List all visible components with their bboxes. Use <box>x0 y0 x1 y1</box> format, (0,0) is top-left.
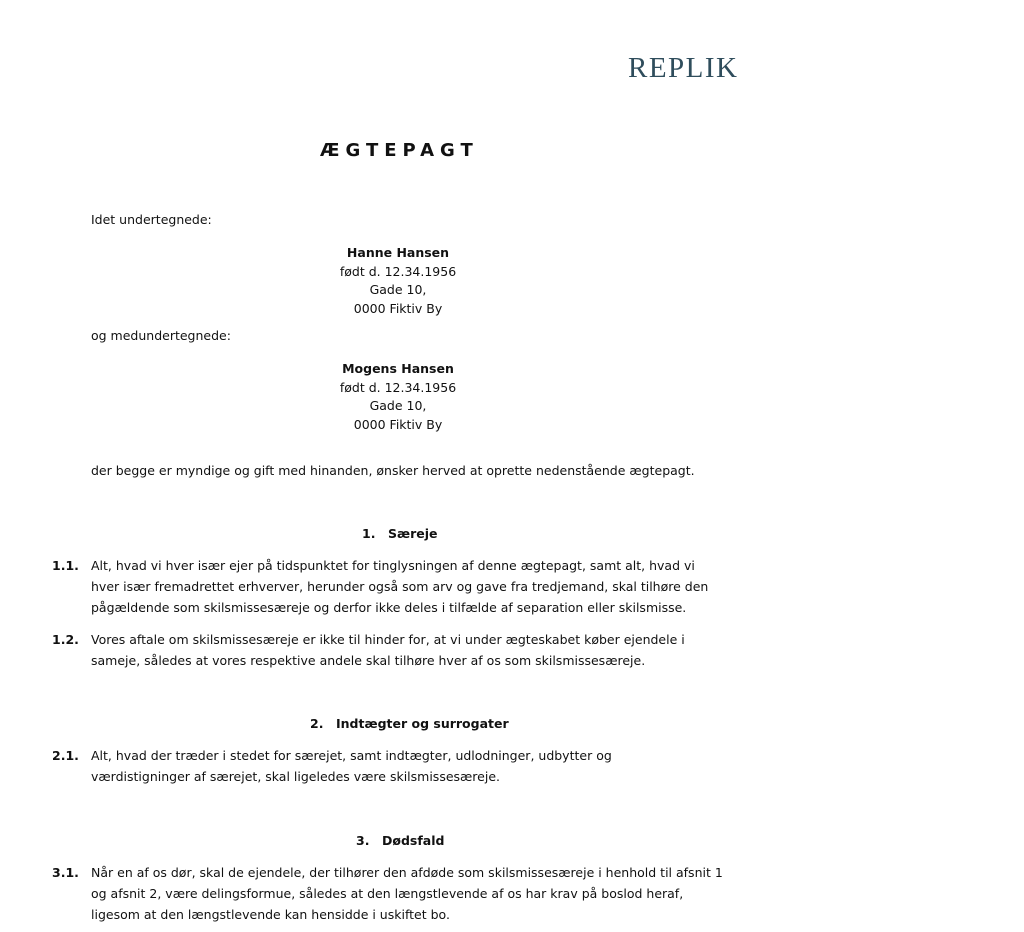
party-street: Gade 10, <box>369 282 427 297</box>
brand-logo: REPLIK <box>628 52 739 84</box>
clause-number: 1.2. <box>52 632 79 647</box>
document-title: ÆGTEPAGT <box>320 140 479 161</box>
party-name: Hanne Hansen <box>346 245 450 260</box>
party-name: Mogens Hansen <box>342 361 454 376</box>
party-block-2 <box>298 360 498 434</box>
section-heading-3 <box>356 833 444 848</box>
clause-text: Vores aftale om skilsmissesæreje er ikke til hinder for, at vi under ægteskabet køber ejendele i sameje, således at vores respektive andele skal tilhøre hver af os som skilsmissesæreje. <box>91 632 685 668</box>
section-title: Indtægter og surrogater <box>336 716 509 731</box>
co-signer-label: og medundertegnede: <box>91 328 231 343</box>
clause-number: 2.1. <box>52 748 79 763</box>
clause-text: Alt, hvad vi hver især ejer på tidspunktet for tinglysningen af denne ægtepagt, samt alt, hvad vi hver især fremadrettet erhverver, herunder også som arv og gave fra tredjemand, skal tilhøre den pågældende som skilsmissesæreje og derfor ikke deles i tilfælde af separation eller skilsmisse. <box>91 558 709 615</box>
party-birthdate: født d. 12.34.1956 <box>339 263 457 279</box>
statement-paragraph: der begge er myndige og gift med hinanden, ønsker herved at oprette nedenstående ægtepagt. <box>91 463 695 478</box>
clause-number: 3.1. <box>52 865 79 880</box>
section-heading-1 <box>362 526 438 541</box>
party-city: 0000 Fiktiv By <box>353 300 443 316</box>
intro-label: Idet undertegnede: <box>91 212 212 227</box>
clause-number: 1.1. <box>52 558 79 573</box>
section-heading-2 <box>310 716 509 731</box>
section-title: Særeje <box>388 526 438 541</box>
section-title: Dødsfald <box>382 833 445 848</box>
section-number: 3. <box>356 833 370 848</box>
section-number: 2. <box>310 716 324 731</box>
party-birthdate: født d. 12.34.1956 <box>339 379 457 395</box>
clause-text: Alt, hvad der træder i stedet for særejet, samt indtægter, udlodninger, udbytter og værdistigninger af særejet, skal ligeledes være skilsmissesæreje. <box>91 748 612 784</box>
party-street: Gade 10, <box>369 398 427 413</box>
section-number: 1. <box>362 526 376 541</box>
party-city: 0000 Fiktiv By <box>353 416 443 432</box>
party-block-1 <box>298 244 498 318</box>
clause-text: Når en af os dør, skal de ejendele, der tilhører den afdøde som skilsmissesæreje i henhold til afsnit 1 og afsnit 2, være delingsformue, således at den længstlevende af os har krav på boslod heraf, ligesom at den længstlevende kan hensidde i uskiftet bo. <box>91 865 723 922</box>
